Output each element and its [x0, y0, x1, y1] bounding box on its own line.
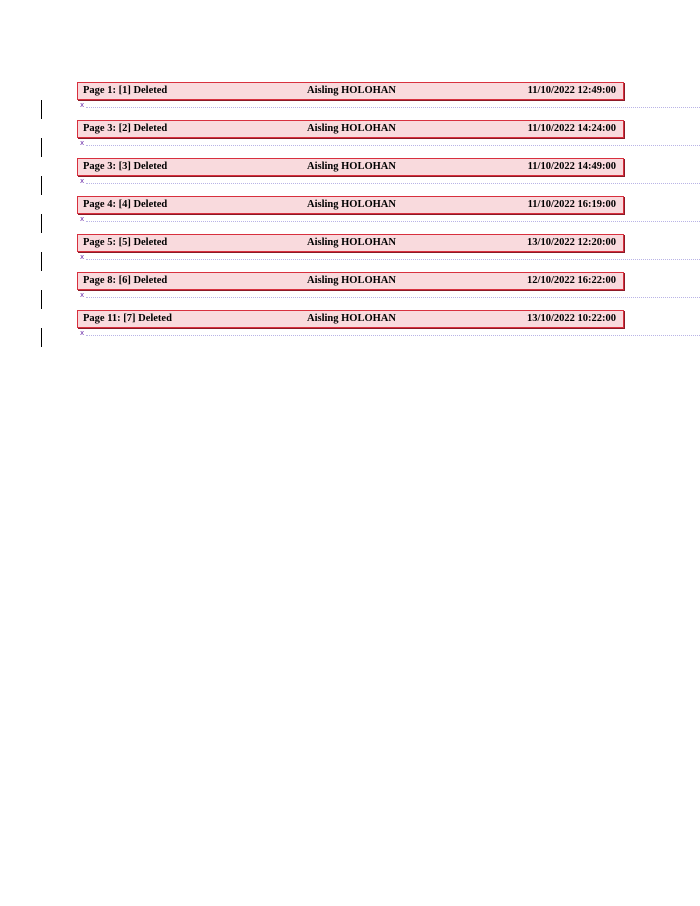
deletion-marker-icon: x: [80, 291, 85, 299]
timestamp: 11/10/2022 12:49:00: [527, 85, 616, 96]
change-bar: [41, 176, 42, 195]
deletion-header[interactable]: [77, 158, 624, 176]
deleted-content-line: [86, 221, 700, 222]
deleted-content-line: [86, 145, 700, 146]
page-label: Page 3: [3] Deleted: [83, 161, 168, 172]
deleted-content-line: [86, 297, 700, 298]
change-bar: [41, 100, 42, 119]
deleted-content-line: [86, 107, 700, 108]
deletion-header[interactable]: [77, 272, 624, 290]
author-name: Aisling HOLOHAN: [307, 123, 396, 134]
deletion-header[interactable]: [77, 120, 624, 138]
deleted-text-entry: [0, 82, 700, 120]
change-bar: [41, 214, 42, 233]
author-name: Aisling HOLOHAN: [307, 237, 396, 248]
author-name: Aisling HOLOHAN: [307, 85, 396, 96]
page-label: Page 8: [6] Deleted: [83, 275, 168, 286]
deletion-marker-icon: x: [80, 215, 85, 223]
change-bar: [41, 328, 42, 347]
change-bar: [41, 290, 42, 309]
timestamp: 13/10/2022 10:22:00: [527, 313, 616, 324]
page-label: Page 4: [4] Deleted: [83, 199, 168, 210]
timestamp: 11/10/2022 16:19:00: [527, 199, 616, 210]
page-label: Page 1: [1] Deleted: [83, 85, 168, 96]
author-name: Aisling HOLOHAN: [307, 161, 396, 172]
author-name: Aisling HOLOHAN: [307, 199, 396, 210]
deletion-header[interactable]: [77, 310, 624, 328]
deletion-header[interactable]: [77, 196, 624, 214]
change-bar: [41, 138, 42, 157]
deleted-text-entry: [0, 120, 700, 158]
page-label: Page 5: [5] Deleted: [83, 237, 168, 248]
deleted-text-entry: [0, 272, 700, 310]
timestamp: 13/10/2022 12:20:00: [527, 237, 616, 248]
deletion-marker-icon: x: [80, 139, 85, 147]
deleted-text-entry: [0, 234, 700, 272]
deletion-marker-icon: x: [80, 177, 85, 185]
deleted-text-list: [0, 82, 700, 348]
deleted-text-entry: [0, 196, 700, 234]
deleted-text-entry: [0, 158, 700, 196]
timestamp: 12/10/2022 16:22:00: [527, 275, 616, 286]
deleted-text-entry: [0, 310, 700, 348]
deletion-header[interactable]: [77, 234, 624, 252]
page-label: Page 3: [2] Deleted: [83, 123, 168, 134]
timestamp: 11/10/2022 14:24:00: [527, 123, 616, 134]
deletion-header[interactable]: [77, 82, 624, 100]
timestamp: 11/10/2022 14:49:00: [527, 161, 616, 172]
change-bar: [41, 252, 42, 271]
deleted-content-line: [86, 183, 700, 184]
deleted-content-line: [86, 259, 700, 260]
author-name: Aisling HOLOHAN: [307, 275, 396, 286]
deletion-marker-icon: x: [80, 101, 85, 109]
deletion-marker-icon: x: [80, 329, 85, 337]
deletion-marker-icon: x: [80, 253, 85, 261]
author-name: Aisling HOLOHAN: [307, 313, 396, 324]
page-label: Page 11: [7] Deleted: [83, 313, 172, 324]
deleted-content-line: [86, 335, 700, 336]
